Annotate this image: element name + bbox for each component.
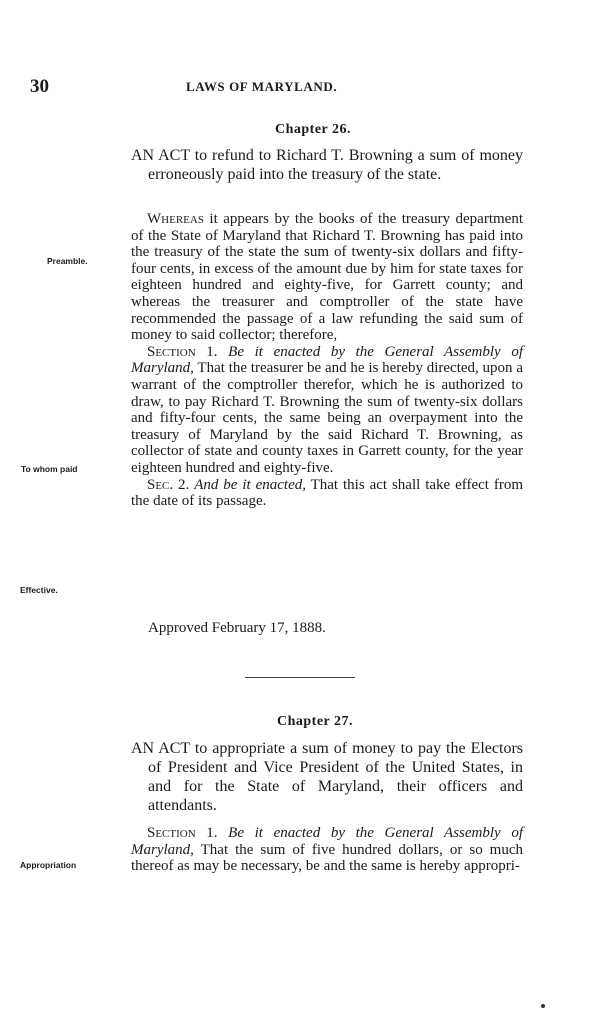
chapter-26-heading: Chapter 26. xyxy=(275,122,352,137)
chapter-27-body xyxy=(131,825,523,875)
chapter-26-section-1 xyxy=(131,344,523,477)
chapter-26-title-text: AN ACT to refund to Richard T. Browning a sum of money erroneously paid into the treasury of the state. xyxy=(131,147,523,183)
margin-note-effective: Effective. xyxy=(20,585,58,595)
page-speck xyxy=(541,1004,545,1008)
approved-line: Approved February 17, 1888. xyxy=(148,620,326,636)
chapter-27-title xyxy=(131,739,523,815)
running-head: LAWS OF MARYLAND. xyxy=(186,79,338,94)
chapter-26-title xyxy=(131,146,523,184)
chapter-27-title-text: AN ACT to appropriate a sum of money to pay the Electors of President and Vice President of the United States, in and for the State of Maryland, their officers and attendants. xyxy=(131,740,523,814)
section-1-label: Section 1. xyxy=(147,343,218,360)
whereas-lead: Whereas xyxy=(147,211,204,227)
ch27-section-1-text: That the sum of five hundred dollars, or so much thereof as may be necessary, be and the same is hereby appropri- xyxy=(131,841,523,875)
section-2-text: That this act shall take effect from the date of its passage. xyxy=(131,476,524,510)
chapter-27-heading: Chapter 27. xyxy=(277,714,354,729)
chapter-27-section-1 xyxy=(131,825,523,875)
chapter-26-body xyxy=(131,211,523,510)
chapter-divider-rule xyxy=(245,677,355,678)
ch27-enacting-clause: Be it enacted by the General Assembly of Maryland, xyxy=(131,825,524,858)
ch27-section-1-label: Section 1. xyxy=(147,825,218,841)
section-2-enact: And be it enacted, xyxy=(194,476,306,493)
margin-note-preamble: Preamble. xyxy=(47,256,88,266)
margin-note-appropriation: Appropriation xyxy=(20,860,77,870)
page-number: 30 xyxy=(30,76,49,97)
preamble-text: it appears by the books of the treasury department of the State of Maryland that Richard T. Browning has paid into the treasury of the state the sum of twenty-six dollars and fifty-four cents, in excess of the amount due by him for state taxes for eighteen hundred and eighty-five, for Garrett county; and whereas the treasurer and comptroller of the state have recommended the passage of a law refunding the said sum of money to said collector; therefore, xyxy=(131,211,523,344)
margin-note-to-whom-paid: To whom paid xyxy=(21,464,78,474)
chapter-26-section-2 xyxy=(131,477,523,510)
chapter-26-preamble xyxy=(131,211,523,344)
section-2-label: Sec. 2. xyxy=(147,476,190,493)
enacting-clause: Be it enacted by the General Assembly of Maryland, xyxy=(131,343,524,377)
section-1-text: That the treasurer be and he is hereby directed, upon a warrant of the comptroller therefor, which he is authorized to draw, to pay Richard T. Browning the sum of twenty-six dollars and fifty-four cents, the same being an overpayment into the treasury of Maryland by the said Richard T. Browning, as collector of state and county taxes in Garrett county, for the year eighteen hundred and eighty-five. xyxy=(131,360,523,476)
